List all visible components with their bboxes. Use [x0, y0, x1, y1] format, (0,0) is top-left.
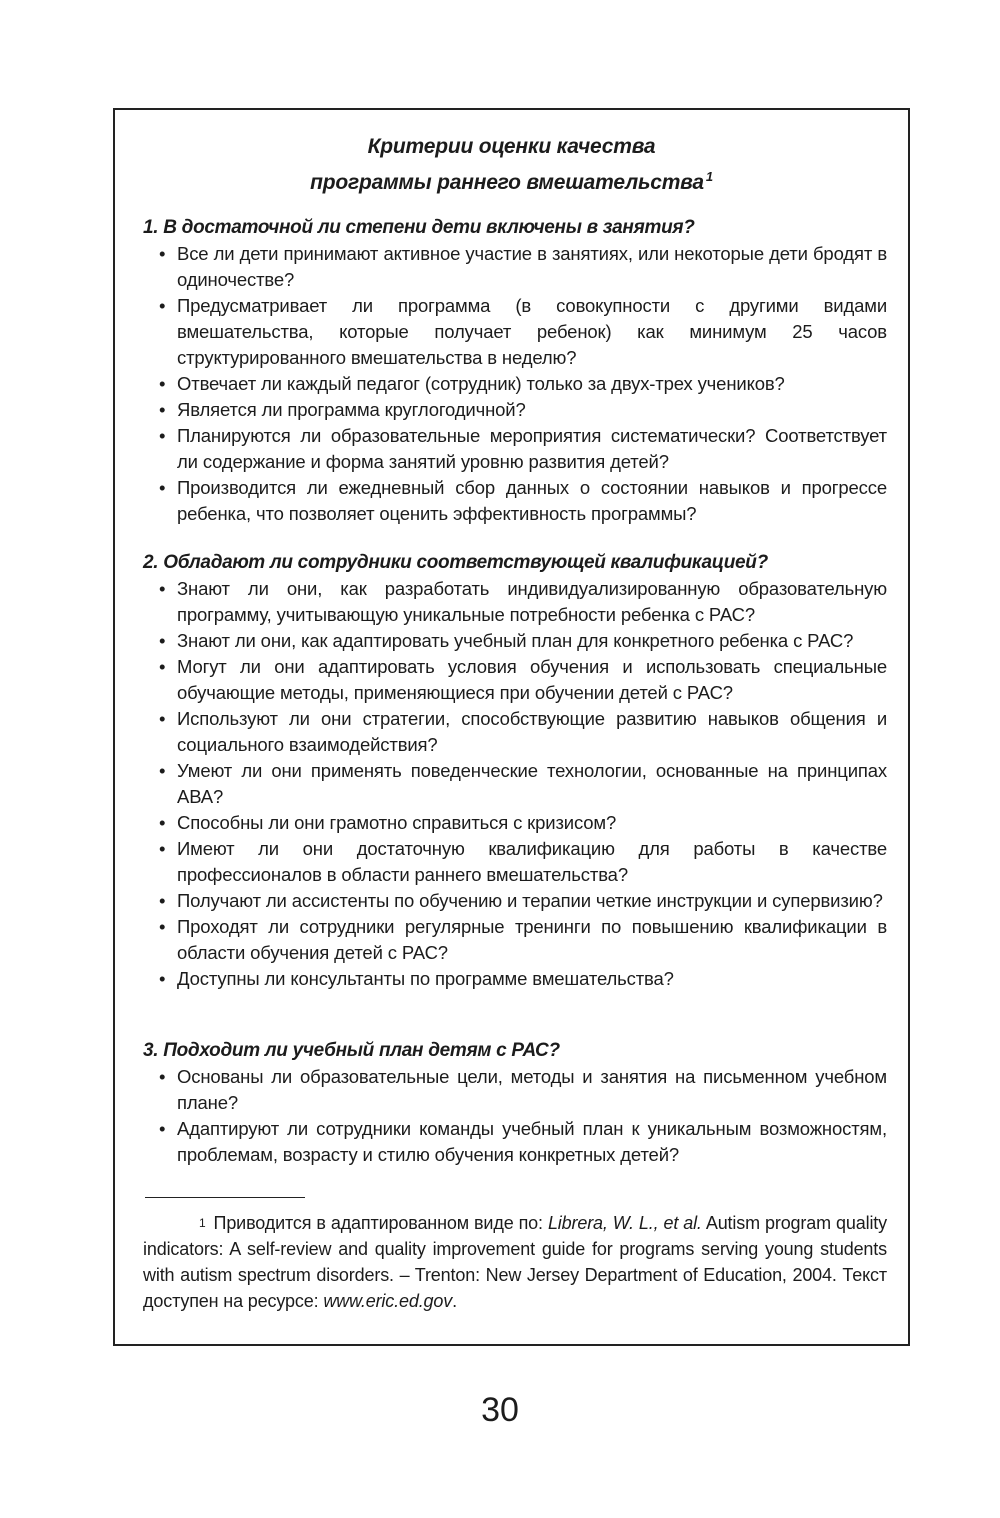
list-item: • Проходят ли сотрудники регулярные тренинги по повышению квалификации в области обучения детей с РАС? — [159, 916, 887, 963]
list-item: • Планируются ли образовательные мероприятия систематически? Соответствует ли содержание и форма занятий уровню развития детей? — [159, 425, 887, 472]
bullet-icon: • — [159, 243, 166, 264]
footnote-text: Autism program quality indicators: A self-review and quality improvement guide for programs serving young students with autism spectrum disorders. – Trenton: New Jersey Department of Education, 2004. Текст доступен на ресурсе: — [143, 1213, 887, 1311]
title-line-1: Критерии оценки качества — [367, 135, 656, 158]
list-item: • Доступны ли консультанты по программе вмешательства? — [143, 966, 887, 992]
bullet-icon: • — [159, 708, 166, 729]
bullet-icon: • — [159, 812, 166, 833]
bullet-icon: • — [159, 425, 166, 446]
footnote-divider — [145, 1197, 305, 1198]
footnote-prefix: Приводится в адаптированном виде по: — [213, 1213, 548, 1233]
bullet-icon: • — [159, 295, 166, 316]
bullet-icon: • — [159, 399, 166, 420]
bullet-icon: • — [159, 916, 166, 937]
list-item: • Умеют ли они применять поведенческие технологии, основанные на принципах АВА? — [159, 760, 887, 807]
section-2 — [143, 550, 887, 992]
bullet-icon: • — [159, 890, 166, 911]
bullet-icon: • — [159, 373, 166, 394]
bullet-icon: • — [159, 760, 166, 781]
list-item: • Предусматривает ли программа (в совокупности с другими видами вмешательства, которые получает ребенок) как минимум 25 часов структурированного вмешательства в неделю? — [159, 295, 887, 368]
list-item: • Могут ли они адаптировать условия обучения и использовать специальные обучающие методы, применяющиеся при обучении детей с РАС? — [159, 656, 887, 703]
list-item: • Отвечает ли каждый педагог (сотрудник) только за двух-трех учеников? — [143, 371, 887, 397]
list-item: • Является ли программа круглогодичной? — [143, 397, 887, 423]
section-list — [143, 1064, 887, 1168]
page-number: 30 — [481, 1391, 519, 1429]
criteria-box — [113, 108, 910, 1346]
title-line-2: программы раннего вмешательства $^1$ — [310, 169, 713, 194]
section-heading: 2. Обладают ли сотрудники соответствующей квалификацией? — [143, 552, 768, 573]
section-heading: 1. В достаточной ли степени дети включены в занятия? — [143, 217, 695, 238]
bullet-icon: • — [159, 630, 166, 651]
section-heading: 3. Подходит ли учебный план детям с РАС? — [143, 1040, 560, 1061]
footnote-authors: Librera, W. L., et al. — [547, 1213, 702, 1233]
section-list — [143, 576, 887, 992]
title-footnote-ref: 1 — [705, 169, 713, 184]
bullet-icon: • — [159, 1066, 166, 1087]
list-item: • Используют ли они стратегии, способствующие развитию навыков общения и социального взаимодействия? — [159, 708, 887, 755]
footnote-mark: 1 — [199, 1216, 206, 1230]
footnote — [143, 1210, 887, 1314]
box-title — [115, 132, 908, 198]
list-item: • Знают ли они, как разработать индивидуализированную образовательную программу, учитывающую уникальные потребности ребенка с РАС? — [159, 578, 887, 625]
section-1 — [143, 215, 887, 527]
footnote-suffix: . — [452, 1291, 457, 1311]
section-list — [143, 241, 887, 527]
bullet-icon: • — [159, 578, 166, 599]
list-item: • Основаны ли образовательные цели, методы и занятия на письменном учебном плане? — [159, 1066, 887, 1113]
bullet-icon: • — [159, 968, 166, 989]
footnote-url: www.eric.ed.gov — [323, 1291, 453, 1311]
list-item: • Способны ли они грамотно справиться с кризисом? — [143, 810, 887, 836]
list-item: • Производится ли ежедневный сбор данных о состоянии навыков и прогрессе ребенка, что позволяет оценить эффективность программы? — [159, 477, 887, 524]
section-3 — [143, 1038, 887, 1168]
bullet-icon: • — [159, 838, 166, 859]
bullet-icon: • — [159, 1118, 166, 1139]
bullet-icon: • — [159, 656, 166, 677]
bullet-icon: • — [159, 477, 166, 498]
list-item: • Получают ли ассистенты по обучению и терапии четкие инструкции и супервизию? — [143, 888, 887, 914]
list-item: • Имеют ли они достаточную квалификацию для работы в качестве профессионалов в области раннего вмешательства? — [159, 838, 887, 885]
list-item: • Все ли дети принимают активное участие в занятиях, или некоторые дети бродят в одиночестве? — [159, 243, 887, 290]
list-item: • Знают ли они, как адаптировать учебный план для конкретного ребенка с РАС? — [143, 628, 887, 654]
list-item: • Адаптируют ли сотрудники команды учебный план к уникальным возможностям, проблемам, возрасту и стилю обучения конкретных детей? — [159, 1118, 887, 1165]
